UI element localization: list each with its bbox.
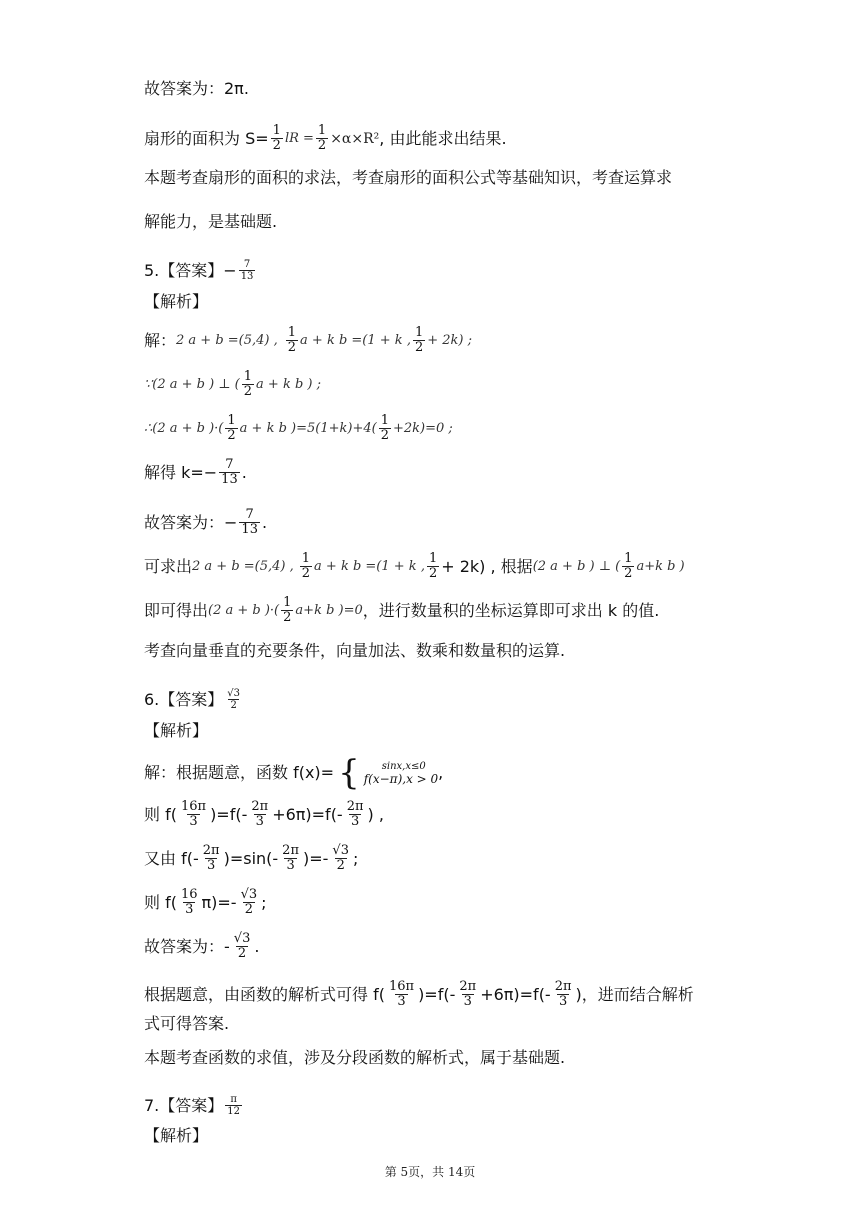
brace-icon: { bbox=[338, 753, 360, 793]
q6-jiexi bbox=[144, 721, 208, 741]
analysis-label: 【解析】 bbox=[144, 1126, 209, 1145]
fraction-k: $\frac{7}{13}$ bbox=[221, 457, 238, 487]
q5-explain-1 bbox=[144, 552, 685, 581]
text: 式可得答案. bbox=[144, 1014, 230, 1033]
q5-explain-2 bbox=[144, 596, 659, 625]
fraction: $\frac{16}{3}$ bbox=[180, 887, 198, 917]
math: (2 a + b ) ⊥ ( bbox=[532, 558, 621, 574]
text: 解： bbox=[144, 330, 177, 350]
summary-line-1 bbox=[144, 168, 672, 188]
text: 解能力，是基础题. bbox=[144, 212, 278, 231]
q6-step-4 bbox=[144, 888, 267, 917]
q5-jiexi bbox=[144, 292, 208, 312]
fraction: $\frac{2\pi}{3}$ bbox=[554, 979, 572, 1009]
fraction-half: $\frac{1}{2}$ bbox=[243, 369, 253, 399]
fraction-half: $\frac{1}{2}$ bbox=[380, 413, 389, 443]
summary-line-2 bbox=[144, 212, 277, 232]
text: )=sin(- bbox=[223, 848, 279, 868]
math: (2 a + b )·( bbox=[208, 602, 280, 618]
math: a + k b )=5(1+k)+4( bbox=[239, 420, 377, 436]
q6-final: 故答案为：- $\frac{√3}{2}$ . bbox=[144, 931, 260, 961]
answer-line-q4 bbox=[144, 79, 249, 99]
analysis-label: 【解析】 bbox=[144, 721, 209, 740]
fraction-answer: $\frac{\pi}{12}$ bbox=[227, 1094, 241, 1117]
fraction-half: $\frac{1}{2}$ bbox=[624, 551, 633, 581]
page-footer: 第 5页，共 14页 bbox=[384, 1165, 476, 1179]
text: )=f(- bbox=[418, 984, 456, 1004]
text: 本题考查扇形的面积的求法，考查扇形的面积公式等基础知识，考查运算求 bbox=[144, 168, 673, 187]
answer-label: 6.【答案】 bbox=[144, 689, 224, 709]
math: + 2k) ; bbox=[427, 332, 472, 348]
fraction-answer: $\frac{√3}{2}$ bbox=[227, 688, 241, 711]
fraction-half: $\frac{1}{2}$ bbox=[414, 325, 424, 355]
fraction-k: $\frac{7}{13}$ bbox=[241, 507, 258, 537]
answer-label: 7.【答案】 bbox=[144, 1095, 224, 1115]
q5-summary bbox=[144, 641, 565, 661]
fraction-half: $\frac{1}{2}$ bbox=[287, 325, 297, 355]
text: ; bbox=[261, 892, 267, 912]
piecewise: sinx,x≤0 f(x−π),x > 0 bbox=[363, 761, 439, 786]
text: 则 f( bbox=[144, 804, 177, 824]
q5-answer bbox=[144, 259, 257, 282]
math-lr: lR = bbox=[284, 130, 314, 146]
q6-step-3 bbox=[144, 844, 358, 873]
text: +6π)=f(- bbox=[272, 804, 343, 824]
q5-step-3 bbox=[144, 414, 453, 443]
fraction-half: $\frac{1}{2}$ bbox=[283, 595, 292, 625]
fraction: $\frac{√3}{2}$ bbox=[233, 931, 251, 961]
fraction: $\frac{2\pi}{3}$ bbox=[282, 843, 299, 873]
text: ，进行数量积的坐标运算即可求出 k 的值. bbox=[362, 600, 660, 620]
q6-summary bbox=[144, 1048, 565, 1068]
text: 扇形的面积为 S= bbox=[144, 128, 269, 148]
text: )=f(- bbox=[210, 804, 248, 824]
text: π)=- bbox=[201, 892, 237, 912]
q5-step-2 bbox=[144, 370, 321, 399]
text: 即可得出 bbox=[144, 600, 209, 620]
math: a+k b ) bbox=[636, 558, 685, 574]
text: 解：根据题意，函数 f(x)= bbox=[144, 763, 335, 782]
q7-answer bbox=[144, 1094, 244, 1117]
sector-area-line bbox=[144, 124, 507, 153]
fraction-half: $\frac{1}{2}$ bbox=[301, 551, 311, 581]
fraction: $\frac{16\pi}{3}$ bbox=[180, 799, 207, 829]
math: a + k b =(1 + k , bbox=[300, 332, 411, 348]
text: 本题考查函数的求值，涉及分段函数的解析式，属于基础题. bbox=[144, 1048, 566, 1067]
text: 则 f( bbox=[144, 892, 177, 912]
q6-answer bbox=[144, 688, 244, 711]
math: ∵(2 a + b ) ⊥ ( bbox=[144, 376, 240, 392]
fraction: $\frac{2\pi}{3}$ bbox=[346, 799, 364, 829]
text: 故答案为：- bbox=[144, 936, 230, 956]
minus: − bbox=[223, 260, 237, 280]
math: a + k b ) ; bbox=[256, 376, 321, 392]
math: 2 a + b =(5,4) , bbox=[192, 558, 294, 574]
text: ; bbox=[353, 848, 359, 868]
fraction-half: $\frac{1}{2}$ bbox=[317, 123, 327, 153]
q5-result: 解得 k=− $\frac{7}{13}$ . bbox=[144, 457, 247, 487]
text: 解得 k=− bbox=[144, 462, 218, 482]
text: 故答案为：2π. bbox=[144, 79, 249, 98]
fraction-half: $\frac{1}{2}$ bbox=[272, 123, 281, 153]
q6-explain-1 bbox=[144, 980, 694, 1009]
fraction: $\frac{2\pi}{3}$ bbox=[251, 799, 269, 829]
math-alpha-r2: ×α×R² bbox=[330, 130, 380, 147]
text: ) , bbox=[367, 804, 384, 824]
fraction: $\frac{2\pi}{3}$ bbox=[202, 843, 220, 873]
math: ∴(2 a + b )·( bbox=[144, 420, 224, 436]
text: )=- bbox=[303, 848, 329, 868]
text: + 2k) , 根据 bbox=[441, 556, 533, 576]
fraction: $\frac{√3}{2}$ bbox=[332, 843, 349, 873]
text: , 由此能求出结果. bbox=[379, 128, 507, 148]
text: )，进而结合解析 bbox=[575, 984, 694, 1004]
q6-explain-2 bbox=[144, 1014, 229, 1034]
text: 可求出 bbox=[144, 556, 193, 576]
fraction: $\frac{2\pi}{3}$ bbox=[459, 979, 477, 1009]
q6-step-1: 解：根据题意，函数 f(x)= { sinx,x≤0 f(x−π),x > 0 , bbox=[144, 753, 444, 793]
q6-step-2 bbox=[144, 800, 384, 829]
fraction-half: $\frac{1}{2}$ bbox=[428, 551, 438, 581]
math: +2k)=0 ; bbox=[392, 420, 453, 436]
math: 2 a + b =(5,4) , bbox=[176, 332, 278, 348]
math: a + k b =(1 + k , bbox=[314, 558, 425, 574]
text: +6π)=f(- bbox=[480, 984, 551, 1004]
text: 考查向量垂直的充要条件，向量加法、数乘和数量积的运算. bbox=[144, 641, 566, 660]
fraction: $\frac{√3}{2}$ bbox=[240, 887, 258, 917]
fraction-answer: $\frac{7}{13}$ bbox=[240, 259, 254, 282]
text: 根据题意，由函数的解析式可得 f( bbox=[144, 984, 385, 1004]
fraction: $\frac{16\pi}{3}$ bbox=[388, 979, 415, 1009]
analysis-label: 【解析】 bbox=[144, 292, 209, 311]
q5-final: 故答案为：− $\frac{7}{13}$ . bbox=[144, 507, 268, 537]
q5-step-1 bbox=[144, 326, 472, 355]
fraction-half: $\frac{1}{2}$ bbox=[227, 413, 236, 443]
text: 故答案为：− bbox=[144, 512, 238, 532]
answer-label: 5.【答案】 bbox=[144, 260, 224, 280]
text: 又由 f(- bbox=[144, 848, 199, 868]
math: a+k b )=0 bbox=[295, 602, 363, 618]
q7-jiexi bbox=[144, 1126, 208, 1146]
